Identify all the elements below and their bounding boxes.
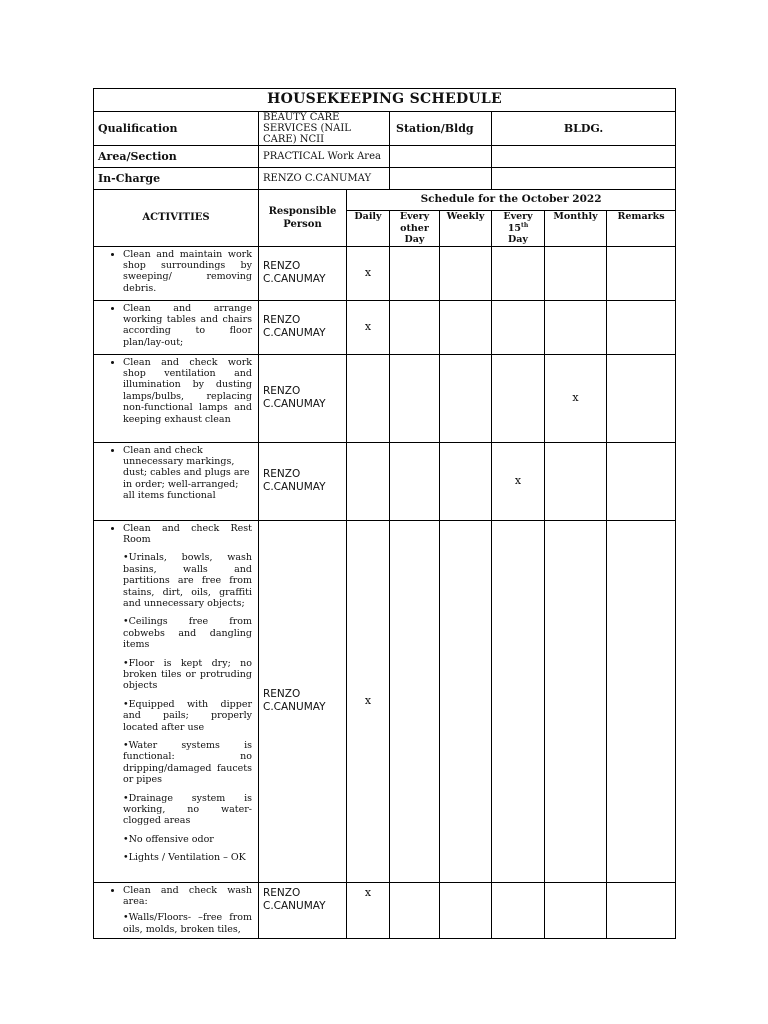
qualification-label: Qualification [94, 112, 259, 146]
every-15th-text: Every 15 [503, 211, 533, 234]
every-15th-day-text: Day [508, 234, 528, 245]
empty-cell [607, 246, 676, 300]
activity-text: • Clean and arrange working tables and chairs according to floor plan/lay-out; [123, 303, 252, 349]
empty-cell [545, 246, 607, 300]
empty-cell [390, 354, 440, 442]
station-label: Station/Bldg [390, 112, 492, 146]
responsible-person-cell: RENZO C.CANUMAY [259, 442, 347, 520]
empty-cell [440, 300, 492, 354]
activity-cell [94, 882, 259, 938]
subitem-text: •Urinals, bowls, wash basins, walls and partitions are free from stains, dirt, oils, graffiti and unnecessary objects; [123, 552, 252, 609]
subitem-text: •Water systems is functional: no dripping/damaged faucets or pipes [123, 740, 252, 786]
daily-mark: x [347, 882, 390, 938]
responsible-person-cell: RENZO C.CANUMAY [259, 882, 347, 938]
empty-cell [440, 882, 492, 938]
every-other-day-header: Every other Day [390, 211, 440, 247]
empty-cell [607, 442, 676, 520]
area-value: PRACTICAL Work Area [259, 146, 390, 168]
empty-cell [390, 442, 440, 520]
incharge-station-value-cell [492, 168, 676, 190]
table-row [94, 300, 676, 354]
weekly-header: Weekly [440, 211, 492, 247]
activities-header: ACTIVITIES [94, 190, 259, 247]
subitem-text: •Walls/Floors- –free from oils, molds, broken tiles, [123, 912, 252, 935]
empty-cell [347, 354, 390, 442]
table-row [94, 246, 676, 300]
subitem-text: •No offensive odor [123, 833, 214, 845]
activity-cell [94, 354, 259, 442]
area-station-cell [390, 146, 492, 168]
empty-cell [545, 520, 607, 882]
empty-cell [492, 882, 545, 938]
activity-cell [94, 246, 259, 300]
empty-cell [390, 246, 440, 300]
incharge-label: In-Charge [94, 168, 259, 190]
activity-text: • Clean and check Rest Room [123, 523, 252, 546]
incharge-station-cell [390, 168, 492, 190]
empty-cell [607, 300, 676, 354]
activity-text: • Clean and check wash area: [123, 885, 252, 908]
empty-cell [607, 520, 676, 882]
table-row [94, 882, 676, 938]
schedule-header: Schedule for the October 2022 [347, 190, 676, 211]
subitem-text: •Equipped with dipper and pails; properly located after use [123, 698, 252, 733]
subitem-text: •Ceilings free from cobwebs and dangling items [123, 616, 252, 651]
activity-text: • Clean and check work shop ventilation and illumination by dusting lamps/bulbs, replacing non-functional lamps and keeping exhaust clean [123, 357, 252, 425]
activity-text: • Clean and check unnecessary markings, dust; cables and plugs are in order; well-arranged; all items functional [123, 445, 252, 502]
remarks-header: Remarks [607, 211, 676, 247]
subitem-text: •Floor is kept dry; no broken tiles or protruding objects [123, 657, 252, 692]
station-value: BLDG. [492, 112, 676, 146]
daily-header: Daily [347, 211, 390, 247]
empty-cell [440, 354, 492, 442]
monthly-mark: x [545, 354, 607, 442]
activity-cell [94, 300, 259, 354]
daily-mark: x [347, 300, 390, 354]
daily-mark: x [347, 246, 390, 300]
monthly-header: Monthly [545, 211, 607, 247]
area-station-value-cell [492, 146, 676, 168]
every-15th-mark: x [492, 442, 545, 520]
responsible-person-cell: RENZO C.CANUMAY [259, 246, 347, 300]
table-row [94, 520, 676, 882]
empty-cell [440, 520, 492, 882]
activity-cell [94, 520, 259, 882]
incharge-value: RENZO C.CANUMAY [259, 168, 390, 190]
responsible-person-cell: RENZO C.CANUMAY [259, 300, 347, 354]
empty-cell [545, 442, 607, 520]
empty-cell [492, 520, 545, 882]
area-label: Area/Section [94, 146, 259, 168]
activity-text: • Clean and maintain work shop surroundings by sweeping/ removing debris. [123, 249, 252, 295]
housekeeping-schedule-table [93, 88, 676, 939]
document-title: HOUSEKEEPING SCHEDULE [94, 89, 676, 112]
empty-cell [492, 246, 545, 300]
empty-cell [390, 300, 440, 354]
empty-cell [492, 300, 545, 354]
empty-cell [607, 354, 676, 442]
activity-cell [94, 442, 259, 520]
every-15th-day-header [492, 211, 545, 247]
empty-cell [347, 442, 390, 520]
daily-mark: x [347, 520, 390, 882]
subitem-text: •Drainage system is working, no water-clogged areas [123, 792, 252, 827]
table-row [94, 354, 676, 442]
empty-cell [440, 246, 492, 300]
empty-cell [607, 882, 676, 938]
empty-cell [545, 882, 607, 938]
table-row [94, 442, 676, 520]
empty-cell [440, 442, 492, 520]
empty-cell [492, 354, 545, 442]
empty-cell [390, 520, 440, 882]
responsible-person-cell: RENZO C.CANUMAY [259, 520, 347, 882]
empty-cell [545, 300, 607, 354]
every-15th-sup: th [521, 221, 529, 229]
subitem-text: •Lights / Ventilation – OK [123, 852, 246, 864]
responsible-person-cell: RENZO C.CANUMAY [259, 354, 347, 442]
qualification-value: BEAUTY CARE SERVICES (NAIL CARE) NCII [259, 112, 390, 146]
empty-cell [390, 882, 440, 938]
responsible-person-header: Responsible Person [259, 190, 347, 247]
